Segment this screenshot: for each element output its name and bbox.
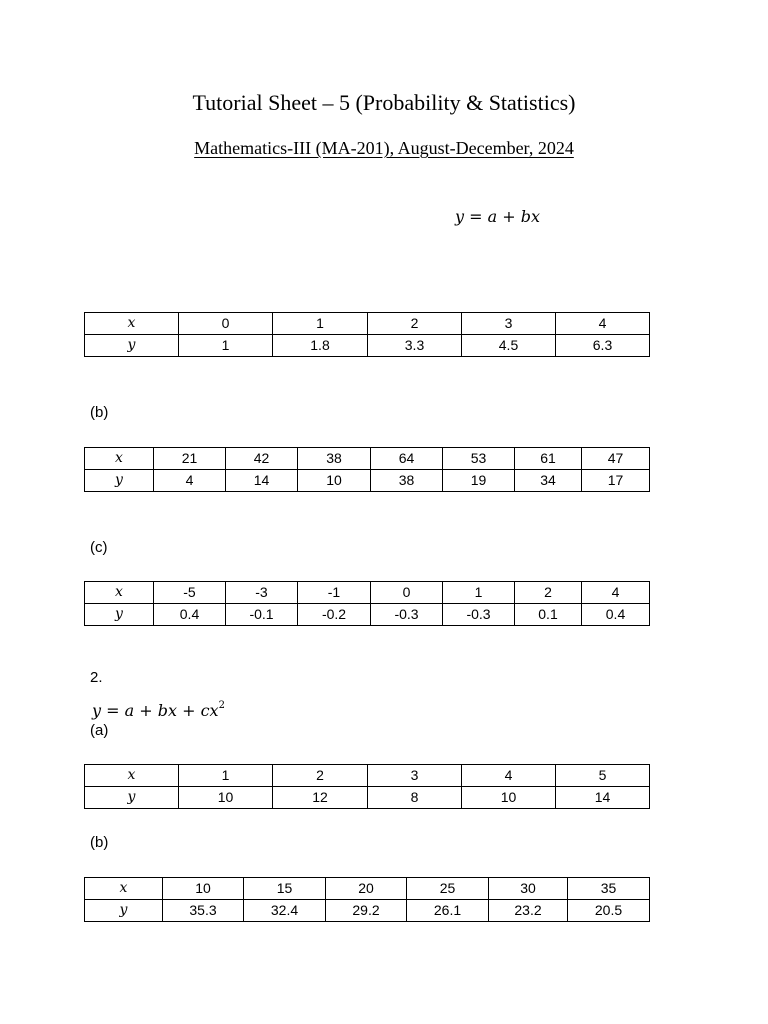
q2a-table [84,764,650,809]
table-cell: -3 [226,582,298,604]
table-cell: 35 [568,878,650,900]
table-row-x [85,582,650,604]
table-row-y [85,787,650,809]
table-cell: 32.4 [244,900,326,922]
q2-equation-base: y = a + bx + cx [92,701,219,720]
table-cell: 2 [273,765,368,787]
table-cell: 34 [515,470,582,492]
table-cell: -0.2 [298,604,371,626]
table-cell: 1.8 [273,335,368,357]
q2b-table [84,877,650,922]
table-row-x [85,765,650,787]
table-cell: 3 [368,765,462,787]
table-cell: 4 [462,765,556,787]
table-cell: 53 [443,448,515,470]
table-cell: 20.5 [568,900,650,922]
q2b-label: (b) [90,834,109,851]
table-row-x [85,313,650,335]
q1b-label: (b) [90,404,109,421]
table-cell: 3 [462,313,556,335]
table-cell: 26.1 [407,900,489,922]
table-row-y [85,335,650,357]
table-cell: 8 [368,787,462,809]
table-cell: 1 [179,335,273,357]
table-cell: 14 [226,470,298,492]
table-cell: 2 [515,582,582,604]
table-cell: 64 [371,448,443,470]
table-header-cell: x [85,313,179,335]
table-cell: 38 [371,470,443,492]
table-header-cell: y [85,470,154,492]
table-header-cell: y [85,335,179,357]
page-title: Tutorial Sheet – 5 (Probability & Statistics) [192,90,576,115]
table-cell: 17 [582,470,650,492]
table-cell: 12 [273,787,368,809]
q2-equation [92,701,225,720]
table-cell: 0.4 [582,604,650,626]
q1a-table [84,312,650,357]
table-cell: 15 [244,878,326,900]
table-header-cell: x [85,765,179,787]
table-cell: 6.3 [556,335,650,357]
q2a-label: (a) [90,722,109,739]
q1c-table [84,581,650,626]
table-cell: 10 [163,878,244,900]
table-cell: 29.2 [326,900,407,922]
q1c-label: (c) [90,539,108,556]
table-header-cell: y [85,900,163,922]
table-cell: 3.3 [368,335,462,357]
table-cell: -1 [298,582,371,604]
table-row-y [85,470,650,492]
table-cell: 0.1 [515,604,582,626]
table-row-x [85,448,650,470]
table-cell: 20 [326,878,407,900]
q2-number: 2. [90,669,103,686]
table-row-x [85,878,650,900]
table-header-cell: x [85,448,154,470]
q1b-table [84,447,650,492]
table-cell: 0.4 [154,604,226,626]
table-cell: 4 [556,313,650,335]
table-cell: 61 [515,448,582,470]
table-header-cell: y [85,604,154,626]
table-cell: 0 [371,582,443,604]
table-cell: 1 [443,582,515,604]
table-cell: 2 [368,313,462,335]
table-header-cell: y [85,787,179,809]
table-cell: 14 [556,787,650,809]
table-cell: -5 [154,582,226,604]
table-cell: 42 [226,448,298,470]
table-header-cell: x [85,878,163,900]
q1-equation: y = a + bx [455,207,540,226]
table-cell: 10 [462,787,556,809]
table-cell: -0.1 [226,604,298,626]
table-cell: 0 [179,313,273,335]
table-cell: 19 [443,470,515,492]
course-subtitle: Mathematics-III (MA-201), August-December, 2024 [194,138,574,158]
table-cell: 10 [179,787,273,809]
table-cell: -0.3 [371,604,443,626]
table-cell: -0.3 [443,604,515,626]
table-header-cell: x [85,582,154,604]
table-cell: 47 [582,448,650,470]
q2-equation-exponent: 2 [218,699,225,711]
table-cell: 5 [556,765,650,787]
table-cell: 25 [407,878,489,900]
table-cell: 4 [154,470,226,492]
table-cell: 30 [489,878,568,900]
table-cell: 1 [273,313,368,335]
table-cell: 35.3 [163,900,244,922]
table-cell: 21 [154,448,226,470]
table-cell: 23.2 [489,900,568,922]
table-cell: 4.5 [462,335,556,357]
table-row-y [85,900,650,922]
table-cell: 1 [179,765,273,787]
table-cell: 4 [582,582,650,604]
table-row-y [85,604,650,626]
table-cell: 10 [298,470,371,492]
table-cell: 38 [298,448,371,470]
